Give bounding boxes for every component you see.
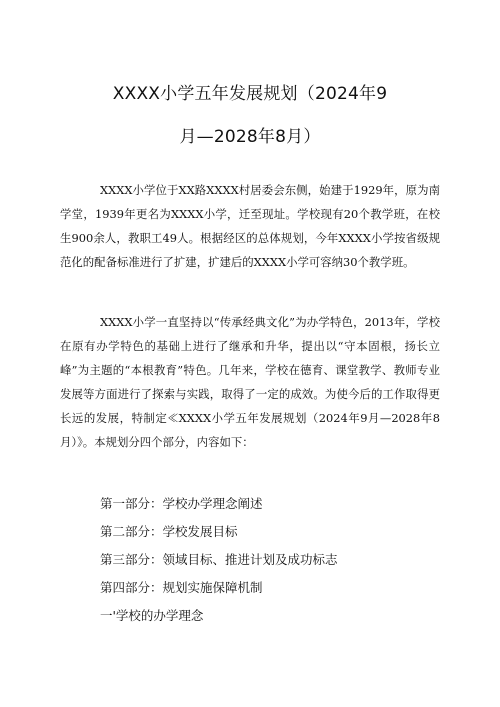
paragraph-intro [60,178,440,274]
section-heading: 一'学校的办学理念 [100,608,204,623]
table-of-contents [100,490,338,602]
toc-item-part-4: 第四部分：规划实施保障机制 [100,580,263,595]
paragraph-features [60,310,440,454]
toc-item-part-3: 第三部分：领域目标、推进计划及成功标志 [100,552,338,567]
document-title-line-1: XXXX小学五年发展规划（2024年9 [112,84,388,104]
toc-item-part-1: 第一部分：学校办学理念阐述 [100,496,263,511]
document-title-line-2: 月—2028年8月） [179,127,321,147]
toc-item-part-2: 第二部分：学校发展目标 [100,524,238,539]
paragraph-features-text: XXXX小学一直坚持以“传承经典文化”为办学特色，2013年，学校在原有办学特色的基础上进行了继承和升华，提出以“守本固根，扬长立峰”为主题的“本根教育”特色。几年来，学校在德育、课堂教学、教师专业发展等方面进行了探索与实践，取得了一定的成效。为使今后的工作取得更长远的发展，特制定≪XXXX小学五年发展规划（2024年9月—2028年8月）》。本规划分四个部分，内容如下： [60,315,440,449]
paragraph-intro-text: XXXX小学位于XX路XXXX村居委会东侧，始建于1929年，原为南学堂，1939年更名为XXXX小学，迁至现址。学校现有20个教学班，在校生900余人，教职工49人。根据经区的总体规划，今年XXXX小学按省级规范化的配备标准进行了扩建，扩建后的XXXX小学可容纳30个教学班。 [60,183,440,269]
